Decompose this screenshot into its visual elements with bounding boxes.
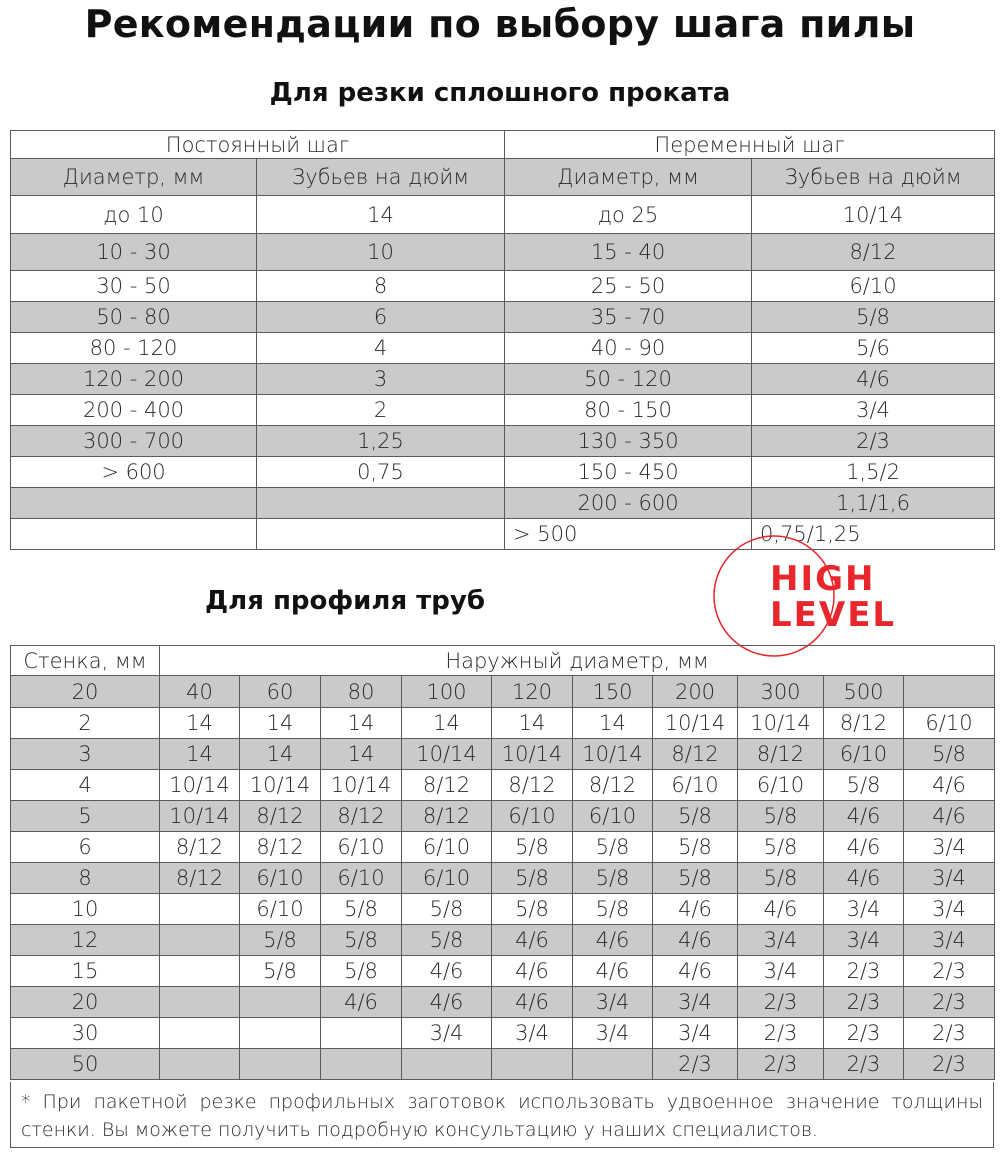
group-header-constant: Постоянный шаг [11, 131, 505, 159]
table-cell: 8/12 [240, 801, 321, 832]
table-cell: 14 [573, 708, 653, 739]
table-cell: 3/4 [904, 925, 995, 956]
table-cell: 10/14 [752, 196, 995, 234]
table-cell: 10 - 30 [11, 234, 257, 271]
table-row [11, 488, 995, 519]
table-cell: 3/4 [824, 894, 904, 925]
logo-text-high: HIGH [770, 559, 876, 599]
table-row [11, 956, 995, 987]
table-cell [492, 1049, 573, 1080]
table-cell: 5/8 [738, 801, 824, 832]
table-cell: 0,75/1,25 [752, 519, 995, 550]
table-cell: 3/4 [904, 832, 995, 863]
table-cell: 20 [11, 987, 160, 1018]
table-cell: 4/6 [904, 770, 995, 801]
logo-text-level: LEVEL [770, 595, 897, 635]
table-cell: 6/10 [904, 708, 995, 739]
table-row [11, 739, 995, 770]
table-cell: 3/4 [904, 863, 995, 894]
table-cell: 2/3 [824, 1018, 904, 1049]
table-cell [160, 956, 240, 987]
table-cell: 5/8 [904, 739, 995, 770]
header-cell [904, 676, 995, 708]
table-cell: до 10 [11, 196, 257, 234]
table-cell: > 500 [505, 519, 752, 550]
table-cell: 6/10 [752, 271, 995, 302]
table-cell: 130 - 350 [505, 426, 752, 457]
table-row [11, 987, 995, 1018]
table-cell: 6/10 [492, 801, 573, 832]
table-cell: 5/8 [738, 832, 824, 863]
table-cell: 4/6 [904, 801, 995, 832]
table-cell: 5/8 [321, 894, 402, 925]
table-cell: 3/4 [653, 1018, 738, 1049]
table-cell: 200 - 600 [505, 488, 752, 519]
table-cell: 14 [321, 739, 402, 770]
table-cell: 15 [11, 956, 160, 987]
table-cell: 14 [257, 196, 505, 234]
table-cell: 10/14 [492, 739, 573, 770]
table-cell: 4/6 [321, 987, 402, 1018]
table-cell [321, 1018, 402, 1049]
table-cell: 6/10 [321, 832, 402, 863]
table-cell: 50 - 120 [505, 364, 752, 395]
table-cell: 10/14 [160, 770, 240, 801]
table-cell [402, 1049, 492, 1080]
table-cell: 5/8 [402, 894, 492, 925]
table-cell: 5/8 [492, 863, 573, 894]
section-title-solid: Для резки сплошного проката [269, 78, 731, 108]
table-cell: 4 [11, 770, 160, 801]
table-cell: 10/14 [402, 739, 492, 770]
table-cell: 4/6 [824, 832, 904, 863]
table-cell: 2/3 [653, 1049, 738, 1080]
table-cell [11, 488, 257, 519]
table-cell: 4/6 [653, 956, 738, 987]
table-cell: 10/14 [738, 708, 824, 739]
table-cell: 8/12 [752, 234, 995, 271]
header-cell: 20 [11, 676, 160, 708]
table-cell: 5/8 [573, 832, 653, 863]
table-cell: 3/4 [752, 395, 995, 426]
group-header-variable: Переменный шаг [505, 131, 995, 159]
table-cell: 10/14 [240, 770, 321, 801]
table-cell: 6/10 [738, 770, 824, 801]
table-cell: 4/6 [492, 925, 573, 956]
table-cell: 300 - 700 [11, 426, 257, 457]
table-cell: 1,1/1,6 [752, 488, 995, 519]
table-cell: 8/12 [492, 770, 573, 801]
table-cell: 30 - 50 [11, 271, 257, 302]
column-header: Диаметр, мм [505, 159, 752, 196]
table-cell: 4/6 [402, 956, 492, 987]
table-cell: 2/3 [904, 1049, 995, 1080]
header-cell: 100 [402, 676, 492, 708]
table-cell: 30 [11, 1018, 160, 1049]
table-cell: 5/8 [492, 832, 573, 863]
table-cell: 14 [492, 708, 573, 739]
table-cell: 2/3 [904, 1018, 995, 1049]
table-cell: 10/14 [573, 739, 653, 770]
table-cell: 8/12 [321, 801, 402, 832]
table-cell [160, 1049, 240, 1080]
table-cell: 6/10 [653, 770, 738, 801]
table-cell [11, 519, 257, 550]
table-cell: 5/8 [573, 863, 653, 894]
table-cell: 8/12 [738, 739, 824, 770]
table-cell [573, 1049, 653, 1080]
table-row [11, 426, 995, 457]
table-cell: 25 - 50 [505, 271, 752, 302]
diameter-header: Наружный диаметр, мм [160, 646, 995, 676]
table-cell: 5/8 [240, 956, 321, 987]
table-cell [160, 987, 240, 1018]
table-cell: 8/12 [240, 832, 321, 863]
table-cell: 8/12 [160, 863, 240, 894]
table-cell: 4/6 [824, 863, 904, 894]
table-cell: 8/12 [573, 770, 653, 801]
table-cell: 4/6 [573, 925, 653, 956]
table-cell: 5/8 [573, 894, 653, 925]
table-row [11, 234, 995, 271]
header-cell: 80 [321, 676, 402, 708]
table-row [11, 271, 995, 302]
table-cell: 4/6 [573, 956, 653, 987]
wall-header: Стенка, мм [11, 646, 160, 676]
table-cell [160, 1018, 240, 1049]
table-row [11, 925, 995, 956]
table-cell: 5/8 [824, 770, 904, 801]
table-cell: 14 [240, 739, 321, 770]
table-cell [257, 519, 505, 550]
table-cell: 4/6 [752, 364, 995, 395]
column-header: Зубьев на дюйм [257, 159, 505, 196]
table-cell: 3/4 [492, 1018, 573, 1049]
table-cell [240, 987, 321, 1018]
table-cell [240, 1018, 321, 1049]
table-cell [257, 488, 505, 519]
table-cell: 50 [11, 1049, 160, 1080]
table-row [11, 364, 995, 395]
header-cell: 150 [573, 676, 653, 708]
column-header: Диаметр, мм [11, 159, 257, 196]
table-cell: 3/4 [402, 1018, 492, 1049]
table-cell: 80 - 150 [505, 395, 752, 426]
table-cell: 2/3 [904, 956, 995, 987]
table-cell: 10/14 [321, 770, 402, 801]
table-cell: 3/4 [904, 894, 995, 925]
table-cell: 2 [257, 395, 505, 426]
table-cell: 10/14 [160, 801, 240, 832]
table-cell: 3/4 [653, 987, 738, 1018]
table-cell: 6/10 [573, 801, 653, 832]
header-cell: 500 [824, 676, 904, 708]
section-title-pipes: Для профиля труб [205, 586, 485, 616]
table-row [11, 708, 995, 739]
table-cell: 5/6 [752, 333, 995, 364]
table-cell: 40 - 90 [505, 333, 752, 364]
table-cell: 0,75 [257, 457, 505, 488]
table-row [11, 894, 995, 925]
table-cell: 4/6 [824, 801, 904, 832]
footnote: * При пакетной резке профильных заготовок использовать удвоенное значение толщины стенки. Вы можете получить подробную консультацию у наших специалистов. [10, 1082, 994, 1148]
table-cell: 200 - 400 [11, 395, 257, 426]
table-cell: > 600 [11, 457, 257, 488]
table-cell: 3/4 [573, 1018, 653, 1049]
table-cell: 2/3 [824, 987, 904, 1018]
table-cell: 6/10 [824, 739, 904, 770]
page-title: Рекомендации по выбору шага пилы [84, 2, 916, 46]
table-cell: 5 [11, 801, 160, 832]
high-level-logo [712, 530, 1000, 662]
table-row [11, 801, 995, 832]
table-cell: 14 [321, 708, 402, 739]
table-cell [160, 925, 240, 956]
column-header: Зубьев на дюйм [752, 159, 995, 196]
table-cell: 5/8 [653, 832, 738, 863]
table-cell: 5/8 [752, 302, 995, 333]
table-cell: 1,25 [257, 426, 505, 457]
table-cell: 4/6 [402, 987, 492, 1018]
table-cell: 2/3 [904, 987, 995, 1018]
table-cell: 8 [257, 271, 505, 302]
table-cell: 120 - 200 [11, 364, 257, 395]
table-cell: 12 [11, 925, 160, 956]
table-row [11, 333, 995, 364]
table-cell: 2/3 [752, 426, 995, 457]
table-cell: 2/3 [738, 987, 824, 1018]
header-cell: 200 [653, 676, 738, 708]
table-row [11, 395, 995, 426]
table-cell: 5/8 [653, 863, 738, 894]
table-cell: 6 [11, 832, 160, 863]
table-cell: 5/8 [321, 925, 402, 956]
table-row [11, 457, 995, 488]
table-cell: 4/6 [492, 987, 573, 1018]
table-row [11, 770, 995, 801]
solid-stock-table [10, 130, 995, 550]
table-cell: 2/3 [738, 1018, 824, 1049]
table-cell: 6/10 [402, 863, 492, 894]
table-cell: 5/8 [402, 925, 492, 956]
table-cell: 14 [240, 708, 321, 739]
table-cell: 4/6 [653, 894, 738, 925]
table-cell: 10/14 [653, 708, 738, 739]
table-cell: 80 - 120 [11, 333, 257, 364]
table-cell: 10 [11, 894, 160, 925]
table-cell: 8/12 [402, 770, 492, 801]
table-row [11, 1018, 995, 1049]
table-cell: 5/8 [738, 863, 824, 894]
table-cell: 2/3 [738, 1049, 824, 1080]
table-cell: 5/8 [240, 925, 321, 956]
table-cell: 3/4 [573, 987, 653, 1018]
table-cell: 4/6 [653, 925, 738, 956]
table-cell: 6/10 [321, 863, 402, 894]
table-cell: 5/8 [492, 894, 573, 925]
table-cell [240, 1049, 321, 1080]
table-cell: 5/8 [653, 801, 738, 832]
table-cell: 14 [160, 739, 240, 770]
table-cell: 6/10 [240, 863, 321, 894]
table-cell: 2/3 [824, 1049, 904, 1080]
table-cell: до 25 [505, 196, 752, 234]
table-cell: 14 [402, 708, 492, 739]
table-cell: 50 - 80 [11, 302, 257, 333]
table-cell: 10 [257, 234, 505, 271]
table-cell: 8 [11, 863, 160, 894]
table-cell: 3/4 [738, 956, 824, 987]
table-row [11, 832, 995, 863]
table-cell: 6 [257, 302, 505, 333]
table-cell: 5/8 [321, 956, 402, 987]
table-cell: 4 [257, 333, 505, 364]
table-cell [160, 894, 240, 925]
table-cell: 2 [11, 708, 160, 739]
table-cell: 1,5/2 [752, 457, 995, 488]
header-cell: 300 [738, 676, 824, 708]
table-cell: 3/4 [738, 925, 824, 956]
header-cell: 40 [160, 676, 240, 708]
table-cell: 4/6 [738, 894, 824, 925]
pipe-profile-table [10, 645, 995, 1080]
table-cell: 35 - 70 [505, 302, 752, 333]
table-cell: 8/12 [402, 801, 492, 832]
table-cell: 3/4 [824, 925, 904, 956]
table-row [11, 863, 995, 894]
table-cell: 150 - 450 [505, 457, 752, 488]
table-cell: 8/12 [160, 832, 240, 863]
table-row [11, 1049, 995, 1080]
table-cell: 6/10 [240, 894, 321, 925]
table-row [11, 302, 995, 333]
table-row [11, 196, 995, 234]
header-cell: 120 [492, 676, 573, 708]
table-cell: 4/6 [492, 956, 573, 987]
header-cell: 60 [240, 676, 321, 708]
table-cell: 3 [11, 739, 160, 770]
table-cell: 2/3 [824, 956, 904, 987]
table-cell [321, 1049, 402, 1080]
table-cell: 6/10 [402, 832, 492, 863]
table-cell: 8/12 [653, 739, 738, 770]
table-cell: 15 - 40 [505, 234, 752, 271]
table-cell: 14 [160, 708, 240, 739]
table-cell: 3 [257, 364, 505, 395]
table-cell: 8/12 [824, 708, 904, 739]
